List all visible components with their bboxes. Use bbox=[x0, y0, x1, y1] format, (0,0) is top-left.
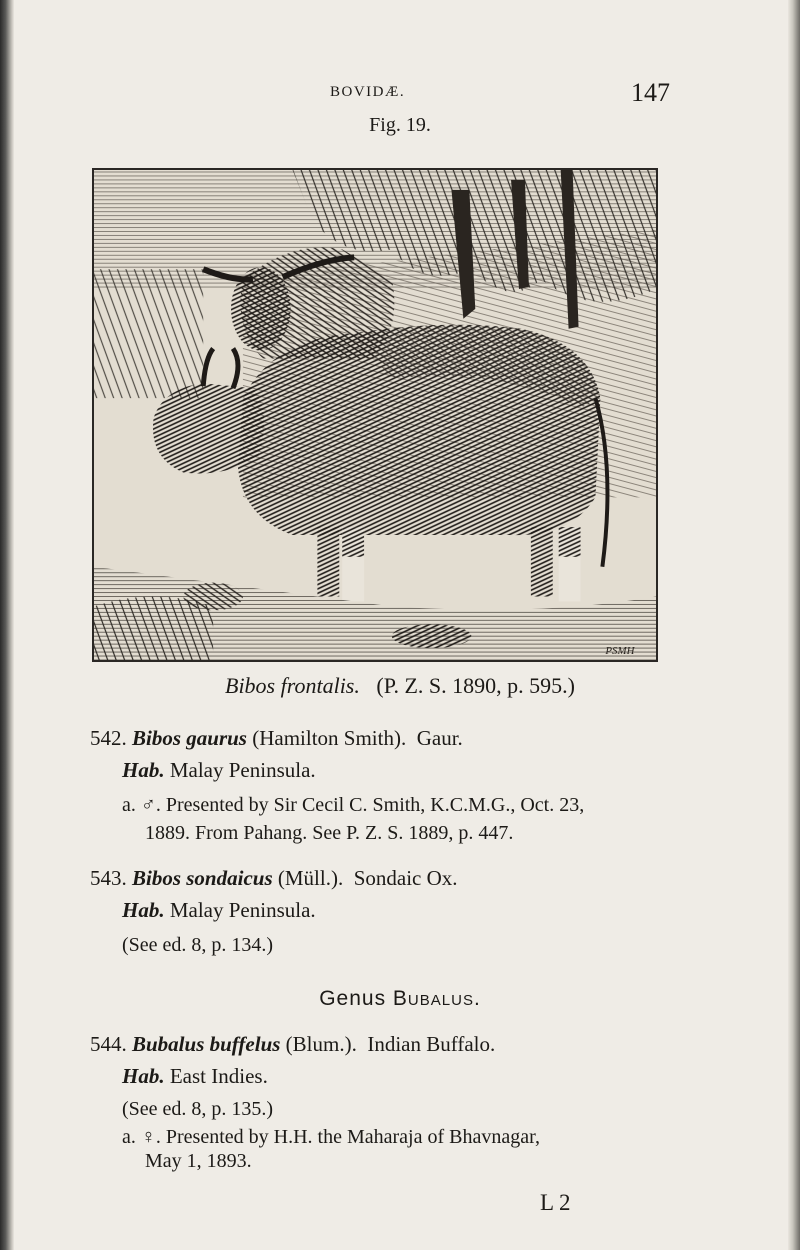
entry-542-heading bbox=[90, 726, 463, 751]
common-name: Gaur. bbox=[416, 726, 463, 750]
entry-number: 544. bbox=[90, 1032, 127, 1056]
species-authority: (Hamilton Smith). bbox=[252, 726, 407, 750]
engraving-illustration bbox=[94, 170, 656, 660]
genus-name: Bubalus. bbox=[392, 987, 481, 1010]
entry-544-specimen-line-2: May 1, 1893. bbox=[145, 1150, 252, 1172]
engraver-signature: PSMH bbox=[605, 645, 635, 658]
hab-value: East Indies. bbox=[169, 1064, 268, 1088]
entry-544-specimen-line-1: a. ♀. Presented by H.H. the Maharaja of Bhavnagar, bbox=[122, 1126, 540, 1148]
entry-542-specimen-line-1: a. ♂. Presented by Sir Cecil C. Smith, K.C.M.G., Oct. 23, bbox=[122, 794, 585, 816]
hab-label: Hab. bbox=[122, 898, 165, 922]
caption-reference: (P. Z. S. 1890, p. 595.) bbox=[376, 673, 575, 698]
entry-543-note: (See ed. 8, p. 134.) bbox=[122, 934, 274, 956]
caption-species: Bibos frontalis. bbox=[225, 673, 360, 698]
hab-label: Hab. bbox=[122, 758, 165, 782]
figure-caption bbox=[0, 673, 800, 699]
entry-544-habitat bbox=[122, 1064, 268, 1089]
entry-543-heading bbox=[90, 866, 458, 891]
hab-label: Hab. bbox=[122, 1064, 165, 1088]
species-name: Bubalus buffelus bbox=[132, 1032, 281, 1056]
page-number: 147 bbox=[631, 78, 670, 107]
genus-heading bbox=[0, 987, 800, 1011]
running-title: BOVIDÆ. bbox=[330, 84, 406, 100]
entry-number: 543. bbox=[90, 866, 127, 890]
common-name: Indian Buffalo. bbox=[367, 1032, 496, 1056]
species-name: Bibos gaurus bbox=[132, 726, 247, 750]
engraving-bibos-frontalis bbox=[92, 168, 658, 662]
figure-label: Fig. 19. bbox=[369, 114, 431, 136]
hab-value: Malay Peninsula. bbox=[169, 758, 316, 782]
entry-544-heading bbox=[90, 1032, 495, 1057]
entry-number: 542. bbox=[90, 726, 127, 750]
species-authority: (Müll.). bbox=[277, 866, 344, 890]
genus-prefix: Genus bbox=[319, 987, 387, 1010]
entry-542-specimen-line-2: 1889. From Pahang. See P. Z. S. 1889, p. 447. bbox=[145, 822, 514, 844]
entry-544-note: (See ed. 8, p. 135.) bbox=[122, 1098, 274, 1120]
running-head bbox=[0, 78, 800, 112]
binding-gutter-left bbox=[0, 0, 14, 1250]
entry-543-habitat bbox=[122, 898, 316, 923]
species-name: Bibos sondaicus bbox=[132, 866, 273, 890]
page-edge-right bbox=[788, 0, 800, 1250]
signature-mark: L 2 bbox=[540, 1190, 571, 1215]
common-name: Sondaic Ox. bbox=[353, 866, 458, 890]
entry-542-habitat bbox=[122, 758, 316, 783]
species-authority: (Blum.). bbox=[285, 1032, 357, 1056]
hab-value: Malay Peninsula. bbox=[169, 898, 316, 922]
